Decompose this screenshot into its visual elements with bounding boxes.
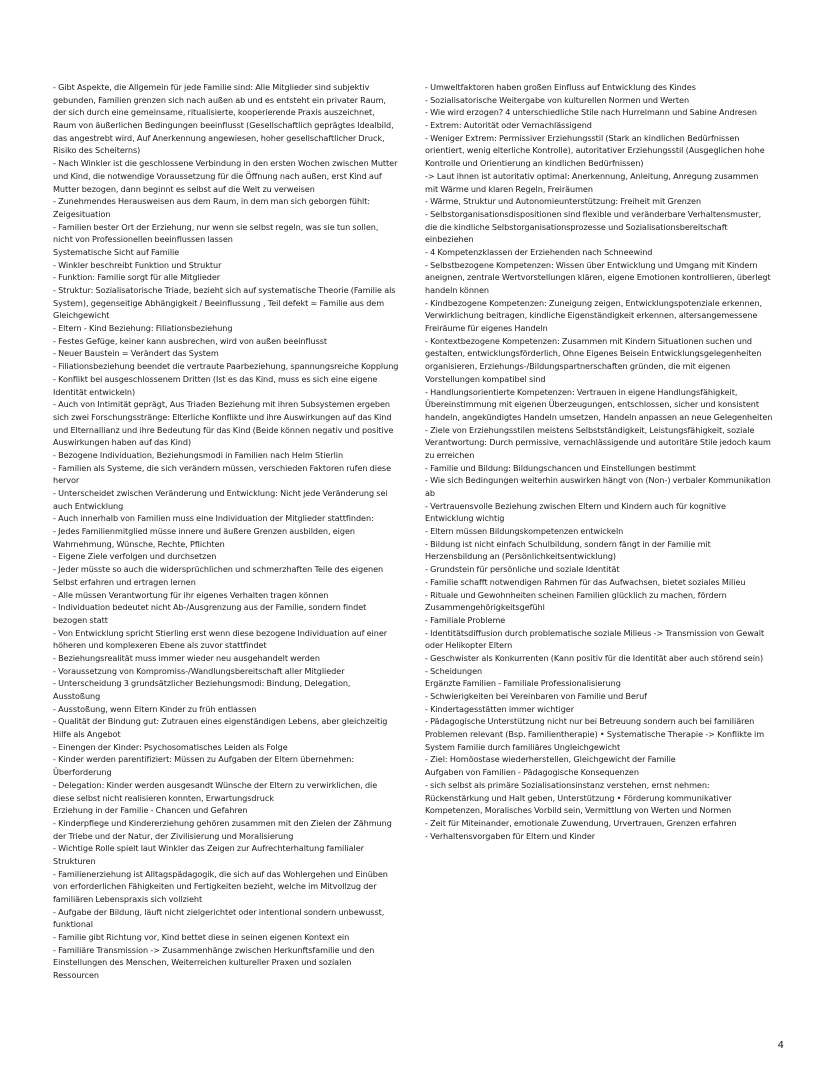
text-paragraph: - Individuation bedeutet nicht Ab-/Ausgrenzung aus der Familie, sondern findet bezogen statt <box>53 602 367 625</box>
text-paragraph: - Familien bester Ort der Erziehung, nur wenn sie selbst regeln, was sie tun sollen, nicht von Professionellen beeinflussen lassen <box>53 221 379 245</box>
text-paragraph: - Familien als Systeme, die sich verändern müssen, verschieden Faktoren rufen diese hervor <box>53 462 391 486</box>
text-paragraph: - Kinderpflege und Kindererziehung gehören zusammen mit den Zielen der Zähmung der Triebe und der Natur, der Zivilisierung und Moralisierung <box>53 817 392 841</box>
text-paragraph: - Ausstoßung, wenn Eltern Kinder zu früh entlassen <box>53 703 257 714</box>
text-paragraph: - Eigene Ziele verfolgen und durchsetzen <box>53 551 217 562</box>
text-paragraph: - Gibt Aspekte, die Allgemein für jede Familie sind: Alle Mitglieder sind subjektiv gebunden, Familien grenzen sich nach außen ab und es entsteht ein privater Raum, der sich durch eine gemeinsame, ritualisierte, kooperierende Praxis auszeichnet, Raum von äußerlichen Bedingungen beeinflusst (Gesellschaftlich geprägtes Idealbild, das angestrebt wird, Auf Anerkennung angewiesen, hoher gesellschaftlicher Druck, Risiko des Scheiterns) <box>53 82 394 156</box>
text-paragraph: - Jedes Familienmitglied müsse innere und äußere Grenzen ausbilden, eigen Wahrnehmung, Wünsche, Rechte, Pflichten <box>53 526 355 549</box>
text-paragraph: - Familie gibt Richtung vor, Kind bettet diese in seinen eigenen Kontext ein <box>53 932 350 943</box>
text-paragraph: - Beziehungsrealität muss immer wieder neu ausgehandelt werden <box>53 652 320 663</box>
text-paragraph: - Festes Gefüge, keiner kann ausbrechen, wird von außen beeinflusst <box>53 335 328 346</box>
text-paragraph: - Weniger Extrem: Permissiver Erziehungsstil (Stark an kindlichen Bedürfnissen orientiert, wenig elterliche Kontrolle), autoritativer Erziehungsstil (Ausgeglichen hohe Kontrolle und Orientierung an kindlichen Bedürfnissen) <box>425 132 765 169</box>
text-paragraph: - Filiationsbeziehung beendet die vertraute Paarbeziehung, spannungsreiche Kopplung <box>53 361 399 372</box>
text-paragraph: - Zunehmendes Herausweisen aus dem Raum, in dem man sich geborgen fühlt: Zeigesituation <box>53 196 371 219</box>
text-paragraph: - Ziel: Homöostase wiederherstellen, Gleichgewicht der Familie <box>425 754 676 765</box>
text-paragraph: - Von Entwicklung spricht Stierling erst wenn diese bezogene Individuation auf einer höheren und komplexeren Ebene als zuvor stattfindet <box>53 627 388 651</box>
text-paragraph: Erziehung in der Familie - Chancen und Gefahren <box>53 805 248 816</box>
text-paragraph: - Familiale Probleme <box>425 614 506 625</box>
text-paragraph: - Voraussetzung von Kompromiss-/Wandlungsbereitschaft aller Mitglieder <box>53 665 345 676</box>
text-paragraph: - Jeder müsste so auch die widersprüchlichen und schmerzhaften Teile des eigenen Selbst erfahren und ertragen lernen <box>53 564 384 587</box>
text-paragraph: - Einengen der Kinder: Psychosomatisches Leiden als Folge <box>53 741 288 752</box>
text-paragraph: - Verhaltensvorgaben für Eltern und Kinder <box>425 830 596 841</box>
text-paragraph: - Delegation: Kinder werden ausgesandt Wünsche der Eltern zu verwirklichen, die diese selbst nicht realisieren konnten, Erwartungsdruck <box>53 779 378 803</box>
text-paragraph: Ergänzte Familien - Familiale Professionalisierung <box>425 678 621 689</box>
text-paragraph: - Handlungsorientierte Kompetenzen: Vertrauen in eigene Handlungsfähigkeit, Übereinstimmung mit eigenen Überzeugungen, entschlossen, sicher und konsistent handeln, angekündigtes Handeln umsetzen, Handeln anpassen an neue Gelegenheiten <box>425 386 773 422</box>
text-paragraph: - Kinder werden parentifiziert: Müssen zu Aufgaben der Eltern übernehmen: Überforderung <box>53 754 355 778</box>
right-text-column <box>425 81 773 842</box>
text-paragraph: - Ziele von Erziehungsstilen meistens Selbstständigkeit, Leistungsfähigkeit, soziale Verantwortung: Durch permissive, vernachlässigende und autoritäre Stile jedoch kaum zu erreichen <box>425 424 771 460</box>
text-paragraph: - Winkler beschreibt Funktion und Struktur <box>53 259 222 270</box>
text-paragraph: - Struktur: Sozialisatorische Triade, bezieht sich auf systematische Theorie (Familie als System), gegenseitige Abhängigkeit / Beeinflussung , Teil defekt = Familie aus dem Gleichgewicht <box>53 285 396 321</box>
text-paragraph: - Vertrauensvolle Beziehung zwischen Eltern und Kindern auch für kognitive Entwicklung wichtig <box>425 500 726 524</box>
text-paragraph: - Zeit für Miteinander, emotionale Zuwendung, Urvertrauen, Grenzen erfahren <box>425 817 737 828</box>
text-paragraph: - Aufgabe der Bildung, läuft nicht zielgerichtet oder intentional sondern unbewusst, funktional <box>53 906 385 930</box>
text-paragraph: Systematische Sicht auf Familie <box>53 246 180 257</box>
page-number: 4 <box>777 1040 784 1051</box>
text-paragraph: - Bildung ist nicht einfach Schulbildung, sondern fängt in der Familie mit Herzensbildung an (Persönlichkeitsentwicklung) <box>425 538 711 562</box>
text-paragraph: - Qualität der Bindung gut: Zutrauen eines eigenständigen Lebens, aber gleichzeitig Hilfe als Angebot <box>53 716 388 740</box>
text-paragraph: - Selbstbezogene Kompetenzen: Wissen über Entwicklung und Umgang mit Kindern aneignen, zentrale Wertvorstellungen klären, eigene Emotionen kontrollieren, überlegt handeln können <box>425 259 771 295</box>
text-paragraph: - Familiäre Transmission -> Zusammenhänge zwischen Herkunftsfamilie und den Einstellungen des Menschen, Weiterreichen kultureller Praxen und sozialen Ressourcen <box>53 944 375 981</box>
text-paragraph: - Auch von Intimität geprägt, Aus Triaden Beziehung mit ihren Subsystemen ergeben sich zwei Forschungsstränge: Elterliche Konflikte und ihre Auswirkungen auf das Kind und Elternallianz und ihre Bedeutung für das Kind (Beide können negativ und positive Auswirkungen haben auf das Kind) <box>53 399 394 448</box>
text-paragraph: - Eltern - Kind Beziehung: Filiationsbeziehung <box>53 323 233 334</box>
text-paragraph: - Bezogene Individuation, Beziehungsmodi in Familien nach Helm Stierlin <box>53 449 344 460</box>
text-paragraph: - Funktion: Familie sorgt für alle Mitglieder <box>53 272 221 283</box>
text-paragraph: - Wie wird erzogen? 4 unterschiedliche Stile nach Hurrelmann und Sabine Andresen <box>425 107 757 118</box>
text-paragraph: - Unterscheidet zwischen Veränderung und Entwicklung: Nicht jede Veränderung sei auch Entwicklung <box>53 488 388 511</box>
text-paragraph: - Alle müssen Verantwortung für ihr eigenes Verhalten tragen können <box>53 589 329 600</box>
text-paragraph: - Schwierigkeiten bei Vereinbaren von Familie und Beruf <box>425 691 647 701</box>
text-paragraph: - Identitätsdiffusion durch problematische soziale Milieus -> Transmission von Gewalt oder Helikopter Eltern <box>425 627 765 651</box>
left-text-column <box>53 81 399 982</box>
text-paragraph: - Eltern müssen Bildungskompetenzen entwickeln <box>425 526 624 537</box>
text-paragraph: - Familie und Bildung: Bildungschancen und Einstellungen bestimmt <box>425 462 696 473</box>
text-paragraph: - Konflikt bei ausgeschlossenem Dritten (Ist es das Kind, muss es sich eine eigene Identität entwickeln) <box>53 373 378 397</box>
text-paragraph: - Scheidungen <box>425 665 483 676</box>
text-paragraph: - Nach Winkler ist die geschlossene Verbindung in den ersten Wochen zwischen Mutter und Kind, die notwendige Voraussetzung für die Öffnung nach außen, erst Kind auf Mutter bezogen, dann beginnt es selbst auf die Welt zu verweisen <box>53 158 398 194</box>
text-paragraph: - Pädagogische Unterstützung nicht nur bei Betreuung sondern auch bei familiären Problemen relevant (Bsp. Familientherapie) • Systematische Therapie -> Konflikte im System Familie durch familiäres Ungleichgewicht <box>425 716 765 752</box>
text-paragraph: - Unterscheidung 3 grundsätzlicher Beziehungsmodi: Bindung, Delegation, Ausstoßung <box>53 678 351 701</box>
text-paragraph: - Grundstein für persönliche und soziale Identität <box>425 564 620 575</box>
text-paragraph: - 4 Kompetenzklassen der Erziehenden nach Schneewind <box>425 246 653 257</box>
text-paragraph: - Familie schafft notwendigen Rahmen für das Aufwachsen, bietet soziales Milieu <box>425 576 746 587</box>
text-paragraph: - Wie sich Bedingungen weiterhin auswirken hängt von (Non-) verbaler Kommunikation ab <box>425 475 771 498</box>
text-paragraph: - Umweltfaktoren haben großen Einfluss auf Entwicklung des Kindes <box>425 82 696 92</box>
text-paragraph: - Geschwister als Konkurrenten (Kann positiv für die Identität aber auch störend sein) <box>425 652 764 663</box>
text-paragraph: - Kontextbezogene Kompetenzen: Zusammen mit Kindern Situationen suchen und gestalten, entwicklungsförderlich, Ohne Eigenes Beisein Entwicklungsgelegenheiten organisieren, Erziehungs-/Bildungspartnerschaften gründen, die mit eigenen Vorstellungen kompatibel sind <box>425 335 762 384</box>
text-paragraph: - Auch innerhalb von Familien muss eine Individuation der Mitglieder stattfinden: <box>53 513 374 524</box>
text-paragraph: - Kindbezogene Kompetenzen: Zuneigung zeigen, Entwicklungspotenziale erkennen, Verwirklichung beitragen, kindliche Eigenständigkeit erkennen, altersangemessene Freiräume für eigenes Handeln <box>425 297 763 334</box>
text-paragraph: - Wichtige Rolle spielt laut Winkler das Zeigen zur Aufrechterhaltung familialer Strukturen <box>53 843 364 866</box>
text-paragraph: - Kindertagesstätten immer wichtiger <box>425 703 574 714</box>
text-paragraph: - Extrem: Autorität oder Vernachlässigend <box>425 120 592 131</box>
text-paragraph: - Wärme, Struktur und Autonomieunterstützung: Freiheit mit Grenzen <box>425 196 702 207</box>
text-paragraph: - Familienerziehung ist Alltagspädagogik, die sich auf das Wohlergehen und Einüben von erforderlichen Fähigkeiten und Fertigkeiten bezieht, welche im Mitvollzug der familiären Lebenspraxis sich vollzieht <box>53 868 388 904</box>
text-paragraph: - Neuer Baustein = Verändert das System <box>53 348 219 359</box>
text-paragraph: - Selbstorganisationsdispositionen sind flexible und veränderbare Verhaltensmuster, die die kindliche Selbstorganisationsprozesse und Sozialisationsbereitschaft einbeziehen <box>425 208 762 245</box>
text-paragraph: - sich selbst als primäre Sozialisationsinstanz verstehen, ernst nehmen: Rückenstärkung und Halt geben, Unterstützung • Förderung kommunikativer Kompetenzen, Moralisches Vorbild sein, Vermittlung von Werten und Normen <box>425 779 732 816</box>
text-paragraph: Aufgaben von Familien - Pädagogische Konsequenzen <box>425 767 639 778</box>
text-paragraph: -> Laut ihnen ist autoritativ optimal: Anerkennung, Anleitung, Anregung zusammen mit Wärme und klaren Regeln, Freiräumen <box>425 170 759 194</box>
text-paragraph: - Sozialisatorische Weitergabe von kulturellen Normen und Werten <box>425 94 690 105</box>
text-paragraph: - Rituale und Gewohnheiten scheinen Familien glücklich zu machen, fördern Zusammengehörigkeitsgefühl <box>425 589 727 613</box>
